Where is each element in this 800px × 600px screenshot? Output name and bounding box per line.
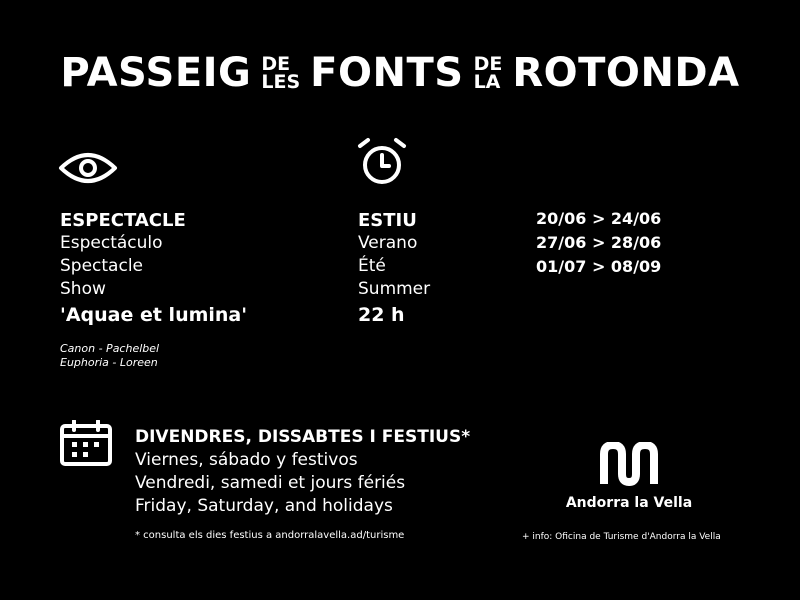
title-de-2: DE <box>473 53 503 75</box>
title-fonts: FONTS <box>310 50 464 96</box>
date-range: 20/06 > 24/06 <box>536 209 662 228</box>
date-range: 01/07 > 08/09 <box>536 257 662 276</box>
show-line: Show <box>60 279 106 299</box>
season-heading: ESTIU <box>358 210 417 231</box>
title-de-les <box>261 55 300 91</box>
holidays-note: * consulta els dies festius a andorralavella.ad/turisme <box>135 530 405 541</box>
season-line: Été <box>358 256 386 276</box>
title-de: DE <box>261 53 291 75</box>
days-line: Viernes, sábado y festivos <box>135 450 358 470</box>
info-note: + info: Oficina de Turisme d'Andorra la Vella <box>522 532 721 542</box>
days-heading: DIVENDRES, DISSABTES I FESTIUS* <box>135 427 471 447</box>
page-title <box>0 48 800 98</box>
days-block <box>135 426 470 518</box>
show-time: 22 h <box>358 304 405 326</box>
show-credits <box>60 342 247 370</box>
days-line: Friday, Saturday, and holidays <box>135 496 393 516</box>
calendar-icon <box>60 420 112 466</box>
credit-line: Canon - Pachelbel <box>60 342 160 355</box>
date-ranges <box>536 207 661 279</box>
days-translations <box>135 449 470 518</box>
days-line: Vendredi, samedi et jours fériés <box>135 473 406 493</box>
eye-icon <box>58 148 118 188</box>
alarm-clock-icon <box>356 136 408 188</box>
show-block <box>60 209 247 370</box>
show-heading: ESPECTACLE <box>60 210 186 231</box>
brand-name: Andorra la Vella <box>565 495 693 511</box>
show-translations <box>60 232 247 301</box>
show-line: Espectáculo <box>60 233 163 253</box>
show-line: Spectacle <box>60 256 143 276</box>
title-de-la <box>474 55 503 91</box>
show-name: 'Aquae et lumina' <box>60 304 248 326</box>
credit-line: Euphoria - Loreen <box>60 356 158 369</box>
title-les: LES <box>261 71 301 93</box>
title-la: LA <box>473 71 501 93</box>
season-line: Summer <box>358 279 431 299</box>
season-block <box>358 209 430 328</box>
date-range: 27/06 > 28/06 <box>536 233 662 252</box>
season-line: Verano <box>358 233 418 253</box>
title-rotonda: ROTONDA <box>512 50 740 96</box>
title-passeig: PASSEIG <box>60 50 252 96</box>
andorra-la-vella-logo <box>600 442 658 486</box>
season-translations <box>358 232 430 301</box>
